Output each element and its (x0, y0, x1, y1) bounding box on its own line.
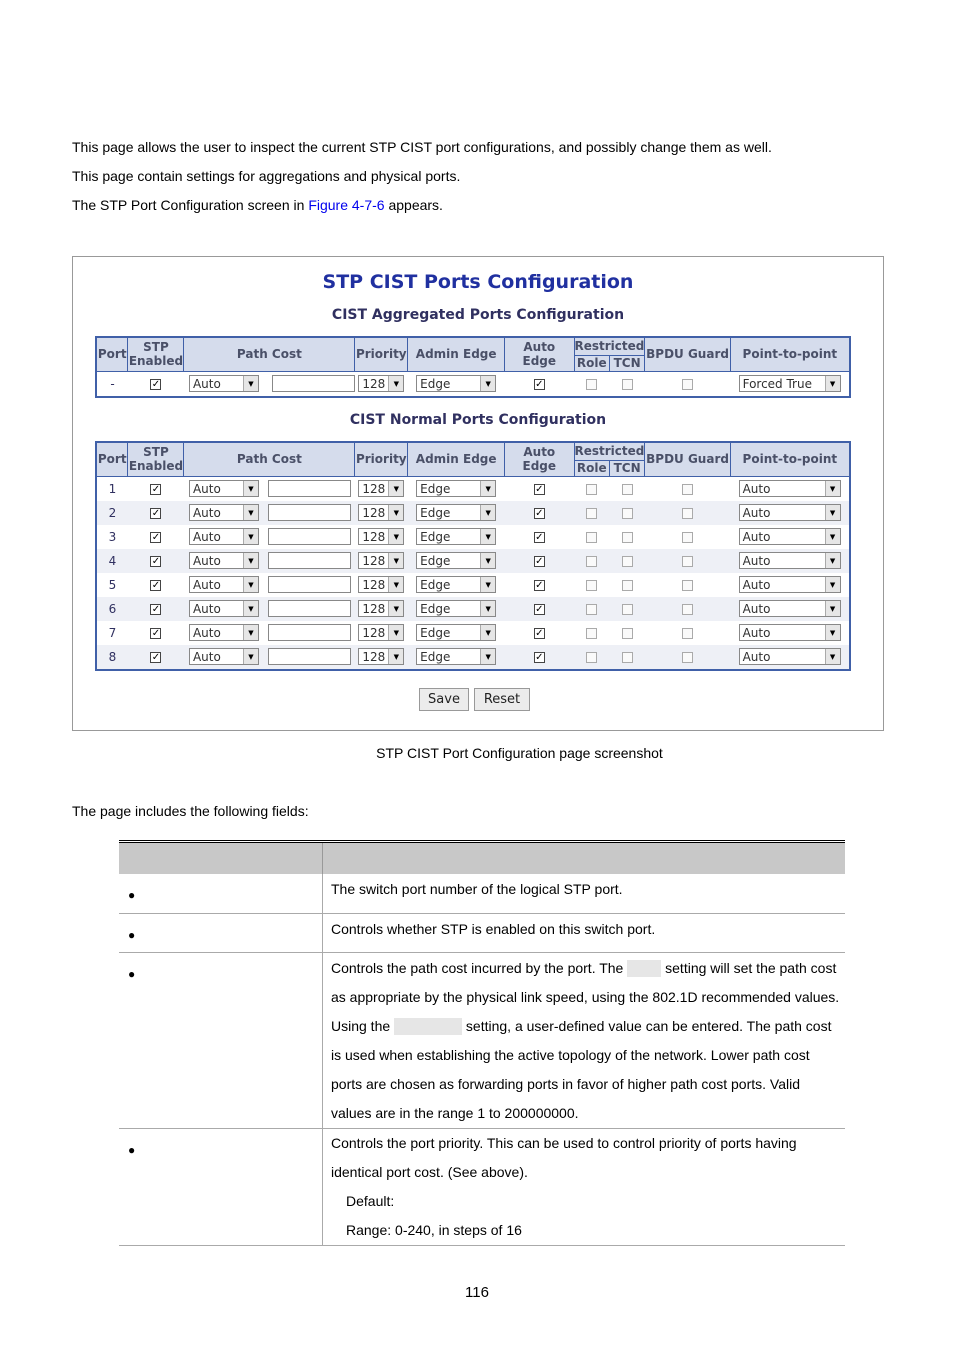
stp-enabled-checkbox[interactable]: ✓ (151, 555, 161, 567)
point-to-point-select[interactable] (739, 480, 841, 497)
col-header-role: Role (574, 460, 609, 476)
priority-select[interactable] (358, 552, 404, 569)
auto-edge-checkbox[interactable]: ✓ (535, 627, 544, 639)
normal-ports-table (95, 441, 851, 671)
point-to-point-select[interactable] (739, 528, 841, 545)
restricted-tcn-checkbox[interactable] (622, 652, 633, 663)
priority-value: 128 (362, 529, 386, 544)
chevron-down-icon: ▼ (825, 649, 840, 664)
col-header-point-to-point: Point-to-point (730, 442, 850, 476)
point-to-point-select[interactable] (739, 504, 841, 521)
fields-header-description (323, 842, 846, 875)
chevron-down-icon: ▼ (243, 649, 258, 664)
path-cost-value: Auto (192, 649, 221, 664)
field-desc-path-cost (323, 952, 846, 1128)
bullet-icon: ● (128, 927, 136, 942)
auto-edge-checkbox[interactable]: ✓ (535, 507, 544, 519)
path-cost-input[interactable] (268, 600, 351, 617)
table-row (119, 913, 845, 952)
restricted-tcn-checkbox[interactable] (622, 604, 633, 615)
path-cost-desc-part-2: setting will set the path cost as appropriate by the physical link speed, using the 802.1D recommended values. Using the (331, 959, 840, 1034)
chevron-down-icon: ▼ (388, 553, 403, 568)
chevron-down-icon: ▼ (480, 625, 495, 640)
path-cost-value: Auto (192, 577, 221, 592)
chevron-down-icon: ▼ (388, 625, 403, 640)
path-cost-input[interactable] (268, 552, 351, 569)
priority-value: 128 (362, 625, 386, 640)
path-cost-value: Auto (192, 601, 221, 616)
col-header-restricted: Restricted (574, 337, 645, 355)
chevron-down-icon: ▼ (243, 577, 258, 592)
admin-edge-select[interactable] (416, 600, 496, 617)
priority-select[interactable] (358, 528, 404, 545)
path-cost-desc-part-1: Controls the path cost incurred by the port. The (331, 959, 628, 976)
chevron-down-icon: ▼ (825, 553, 840, 568)
path-cost-value: Auto (192, 481, 221, 496)
bpdu-guard-checkbox[interactable] (682, 556, 693, 567)
restricted-tcn-checkbox[interactable] (622, 556, 633, 567)
stp-enabled-checkbox[interactable]: ✓ (151, 507, 161, 519)
auto-edge-checkbox[interactable]: ✓ (535, 378, 544, 390)
table-row (119, 952, 845, 1128)
bpdu-guard-checkbox[interactable] (682, 604, 693, 615)
table-row (96, 621, 850, 645)
admin-edge-value: Edge (420, 529, 451, 544)
intro-line-3-prefix: The STP Port Configuration screen in (72, 197, 309, 213)
table-row (96, 645, 850, 670)
priority-select[interactable] (358, 576, 404, 593)
admin-edge-value: Edge (420, 625, 451, 640)
stp-enabled-checkbox[interactable]: ✓ (151, 378, 161, 390)
field-desc-stp-enabled: Controls whether STP is enabled on this switch port. (323, 913, 846, 952)
point-to-point-select[interactable] (739, 552, 841, 569)
chevron-down-icon: ▼ (825, 505, 840, 520)
chevron-down-icon: ▼ (243, 376, 258, 391)
col-header-path-cost: Path Cost (184, 337, 355, 371)
path-cost-value: Auto (192, 553, 221, 568)
point-to-point-select[interactable] (739, 624, 841, 641)
chevron-down-icon: ▼ (388, 376, 403, 391)
chevron-down-icon: ▼ (388, 481, 403, 496)
table-row (96, 525, 850, 549)
col-header-auto-edge: Auto Edge (505, 337, 574, 371)
fields-table (119, 840, 845, 1246)
path-cost-input[interactable] (268, 528, 351, 545)
chevron-down-icon: ▼ (480, 649, 495, 664)
port-number: 6 (96, 597, 128, 621)
restricted-role-checkbox[interactable] (586, 556, 597, 567)
table-row (96, 371, 850, 397)
chevron-down-icon: ▼ (480, 601, 495, 616)
port-number: 8 (96, 645, 128, 670)
col-header-auto-edge: Auto Edge (505, 442, 574, 476)
priority-value: 128 (362, 553, 386, 568)
port-number: - (110, 376, 115, 391)
priority-default: Default: (346, 1192, 395, 1209)
field-desc-priority (323, 1128, 846, 1245)
path-cost-value: Auto (192, 625, 221, 640)
chevron-down-icon: ▼ (388, 601, 403, 616)
table-row (96, 549, 850, 573)
restricted-role-checkbox[interactable] (586, 628, 597, 639)
bpdu-guard-checkbox[interactable] (682, 628, 693, 639)
col-header-bpdu-guard: BPDU Guard (645, 337, 730, 371)
intro-line-3-suffix: appears. (384, 197, 443, 213)
auto-edge-checkbox[interactable]: ✓ (535, 531, 544, 543)
auto-edge-checkbox[interactable]: ✓ (535, 483, 544, 495)
bpdu-guard-checkbox[interactable] (682, 652, 693, 663)
restricted-tcn-checkbox[interactable] (622, 628, 633, 639)
col-header-admin-edge: Admin Edge (408, 337, 505, 371)
restricted-role-checkbox[interactable] (586, 652, 597, 663)
point-to-point-select[interactable] (739, 576, 841, 593)
highlight-blank (394, 1018, 462, 1035)
priority-select[interactable] (358, 600, 404, 617)
field-desc-port: The switch port number of the logical STP port. (323, 874, 846, 913)
path-cost-value: Auto (192, 376, 221, 391)
path-cost-select[interactable] (189, 624, 259, 641)
admin-edge-value: Edge (420, 601, 451, 616)
chevron-down-icon: ▼ (480, 577, 495, 592)
stp-enabled-checkbox[interactable]: ✓ (151, 651, 161, 663)
col-header-port: Port (96, 337, 128, 371)
port-number: 5 (108, 577, 117, 592)
point-to-point-select[interactable] (739, 648, 841, 665)
auto-edge-checkbox[interactable]: ✓ (535, 579, 544, 591)
point-to-point-value: Auto (742, 481, 771, 496)
point-to-point-value: Auto (742, 505, 771, 520)
col-header-tcn: TCN (609, 460, 644, 476)
priority-value: 128 (362, 505, 386, 520)
stp-enabled-checkbox[interactable]: ✓ (151, 579, 161, 591)
priority-select[interactable] (358, 504, 404, 521)
stp-enabled-checkbox[interactable]: ✓ (151, 531, 161, 543)
point-to-point-value: Auto (742, 577, 771, 592)
path-cost-input[interactable] (268, 648, 351, 665)
port-number: 7 (108, 625, 117, 640)
reset-button[interactable]: Reset (474, 688, 530, 711)
path-cost-select[interactable] (189, 528, 259, 545)
aggregated-section-title: CIST Aggregated Ports Configuration (331, 307, 625, 323)
path-cost-input[interactable] (268, 576, 351, 593)
chevron-down-icon: ▼ (825, 625, 840, 640)
priority-value: 128 (362, 376, 386, 391)
fields-header-object (119, 842, 323, 875)
admin-edge-select[interactable] (416, 375, 496, 392)
restricted-role-checkbox[interactable] (586, 379, 597, 390)
path-cost-select[interactable] (189, 600, 259, 617)
highlight-blank (627, 960, 661, 977)
chevron-down-icon: ▼ (388, 529, 403, 544)
admin-edge-value: Edge (420, 376, 451, 391)
restricted-tcn-checkbox[interactable] (622, 379, 633, 390)
port-number: 3 (108, 529, 117, 544)
restricted-role-checkbox[interactable] (586, 484, 597, 495)
bpdu-guard-checkbox[interactable] (682, 508, 693, 519)
restricted-role-checkbox[interactable] (586, 604, 597, 615)
path-cost-select[interactable] (189, 504, 259, 521)
point-to-point-value: Auto (742, 625, 771, 640)
chevron-down-icon: ▼ (480, 553, 495, 568)
path-cost-select[interactable] (189, 480, 259, 497)
port-number: 2 (96, 501, 128, 525)
port-number: 4 (96, 549, 128, 573)
chevron-down-icon: ▼ (243, 505, 258, 520)
path-cost-value: Auto (192, 505, 221, 520)
chevron-down-icon: ▼ (243, 481, 258, 496)
col-header-point-to-point: Point-to-point (730, 337, 850, 371)
stp-enabled-checkbox[interactable]: ✓ (151, 483, 161, 495)
chevron-down-icon: ▼ (825, 577, 840, 592)
chevron-down-icon: ▼ (243, 625, 258, 640)
bullet-icon: ● (128, 1142, 136, 1157)
chevron-down-icon: ▼ (480, 505, 495, 520)
auto-edge-checkbox[interactable]: ✓ (535, 651, 544, 663)
chevron-down-icon: ▼ (388, 649, 403, 664)
auto-edge-checkbox[interactable]: ✓ (535, 603, 544, 615)
path-cost-input[interactable] (268, 504, 351, 521)
col-header-admin-edge: Admin Edge (408, 442, 505, 476)
chevron-down-icon: ▼ (825, 529, 840, 544)
restricted-tcn-checkbox[interactable] (622, 532, 633, 543)
col-header-bpdu-guard: BPDU Guard (645, 442, 730, 476)
point-to-point-value: Auto (742, 553, 771, 568)
stp-enabled-checkbox[interactable]: ✓ (151, 627, 161, 639)
point-to-point-select[interactable] (739, 600, 841, 617)
point-to-point-value: Auto (742, 649, 771, 664)
figure-caption: STP CIST Port Configuration page screenshot (376, 745, 663, 761)
chevron-down-icon: ▼ (243, 553, 258, 568)
bpdu-guard-checkbox[interactable] (682, 379, 693, 390)
col-header-port: Port (96, 442, 128, 476)
point-to-point-select[interactable] (739, 375, 841, 392)
admin-edge-value: Edge (420, 649, 451, 664)
priority-select[interactable] (358, 648, 404, 665)
table-row (96, 476, 850, 501)
priority-range: Range: 0-240, in steps of 16 (346, 1221, 522, 1238)
chevron-down-icon: ▼ (825, 376, 840, 391)
path-cost-input[interactable] (272, 375, 355, 392)
table-row (119, 874, 845, 913)
col-header-stp-enabled: STP Enabled (128, 337, 184, 371)
priority-select[interactable] (358, 375, 404, 392)
restricted-tcn-checkbox[interactable] (622, 484, 633, 495)
point-to-point-value: Auto (742, 529, 771, 544)
bullet-icon: ● (128, 888, 136, 902)
restricted-role-checkbox[interactable] (586, 508, 597, 519)
priority-desc: Controls the port priority. This can be used to control priority of ports having identical port cost. (See above). (331, 1134, 797, 1180)
bpdu-guard-checkbox[interactable] (682, 484, 693, 495)
chevron-down-icon: ▼ (388, 505, 403, 520)
restricted-tcn-checkbox[interactable] (622, 580, 633, 591)
intro-line-2: This page contain settings for aggregations and physical ports. (72, 168, 461, 184)
aggregated-ports-table (95, 336, 851, 398)
admin-edge-value: Edge (420, 553, 451, 568)
admin-edge-select[interactable] (416, 552, 496, 569)
admin-edge-select[interactable] (416, 480, 496, 497)
path-cost-input[interactable] (268, 624, 351, 641)
priority-value: 128 (362, 601, 386, 616)
restricted-tcn-checkbox[interactable] (622, 508, 633, 519)
chevron-down-icon: ▼ (243, 601, 258, 616)
admin-edge-select[interactable] (416, 648, 496, 665)
admin-edge-value: Edge (420, 577, 451, 592)
priority-select[interactable] (358, 480, 404, 497)
chevron-down-icon: ▼ (243, 529, 258, 544)
path-cost-select[interactable] (189, 375, 259, 392)
admin-edge-select[interactable] (416, 528, 496, 545)
auto-edge-checkbox[interactable]: ✓ (535, 555, 544, 567)
col-header-priority: Priority (355, 337, 408, 371)
restricted-role-checkbox[interactable] (586, 580, 597, 591)
table-row (96, 597, 850, 621)
chevron-down-icon: ▼ (825, 601, 840, 616)
admin-edge-value: Edge (420, 481, 451, 496)
restricted-role-checkbox[interactable] (586, 532, 597, 543)
path-cost-value: Auto (192, 529, 221, 544)
path-cost-desc-part-3: setting, a user-defined value can be entered. The path cost is used when establishing the active topology of the network. Lower path cost ports are chosen as forwarding ports in favor of higher path cost ports. Valid values are in the range 1 to 200000000. (331, 1017, 832, 1121)
intro-line-3 (72, 197, 443, 213)
save-button[interactable]: Save (419, 688, 469, 711)
bpdu-guard-checkbox[interactable] (682, 580, 693, 591)
stp-enabled-checkbox[interactable]: ✓ (151, 603, 161, 615)
priority-value: 128 (362, 577, 386, 592)
priority-value: 128 (362, 481, 386, 496)
chevron-down-icon: ▼ (480, 481, 495, 496)
table-row (119, 1128, 845, 1245)
col-header-role: Role (574, 355, 609, 371)
col-header-tcn: TCN (609, 355, 644, 371)
priority-value: 128 (362, 649, 386, 664)
page-number: 116 (465, 1284, 489, 1301)
chevron-down-icon: ▼ (388, 577, 403, 592)
col-header-path-cost: Path Cost (184, 442, 355, 476)
path-cost-select[interactable] (189, 576, 259, 593)
admin-edge-select[interactable] (416, 576, 496, 593)
normal-section-title: CIST Normal Ports Configuration (349, 412, 607, 428)
col-header-priority: Priority (355, 442, 408, 476)
chevron-down-icon: ▼ (825, 481, 840, 496)
chevron-down-icon: ▼ (480, 529, 495, 544)
chevron-down-icon: ▼ (480, 376, 495, 391)
bullet-icon: ● (128, 966, 136, 981)
table-row (96, 573, 850, 597)
admin-edge-value: Edge (420, 505, 451, 520)
intro-line-1: This page allows the user to inspect the current STP CIST port configurations, and possibly change them as well. (72, 139, 772, 155)
path-cost-select[interactable] (189, 648, 259, 665)
table-row (96, 501, 850, 525)
col-header-stp-enabled: STP Enabled (128, 442, 184, 476)
path-cost-input[interactable] (268, 480, 351, 497)
port-number: 1 (108, 481, 117, 496)
col-header-restricted: Restricted (574, 442, 645, 460)
page-title: STP CIST Ports Configuration (322, 271, 634, 293)
point-to-point-value: Forced True (742, 376, 812, 391)
fields-intro: The page includes the following fields: (72, 803, 309, 819)
screenshot-frame (72, 256, 884, 731)
path-cost-select[interactable] (189, 552, 259, 569)
bpdu-guard-checkbox[interactable] (682, 532, 693, 543)
figure-link[interactable]: Figure 4-7-6 (308, 197, 385, 213)
admin-edge-select[interactable] (416, 624, 496, 641)
admin-edge-select[interactable] (416, 504, 496, 521)
priority-select[interactable] (358, 624, 404, 641)
point-to-point-value: Auto (742, 601, 771, 616)
